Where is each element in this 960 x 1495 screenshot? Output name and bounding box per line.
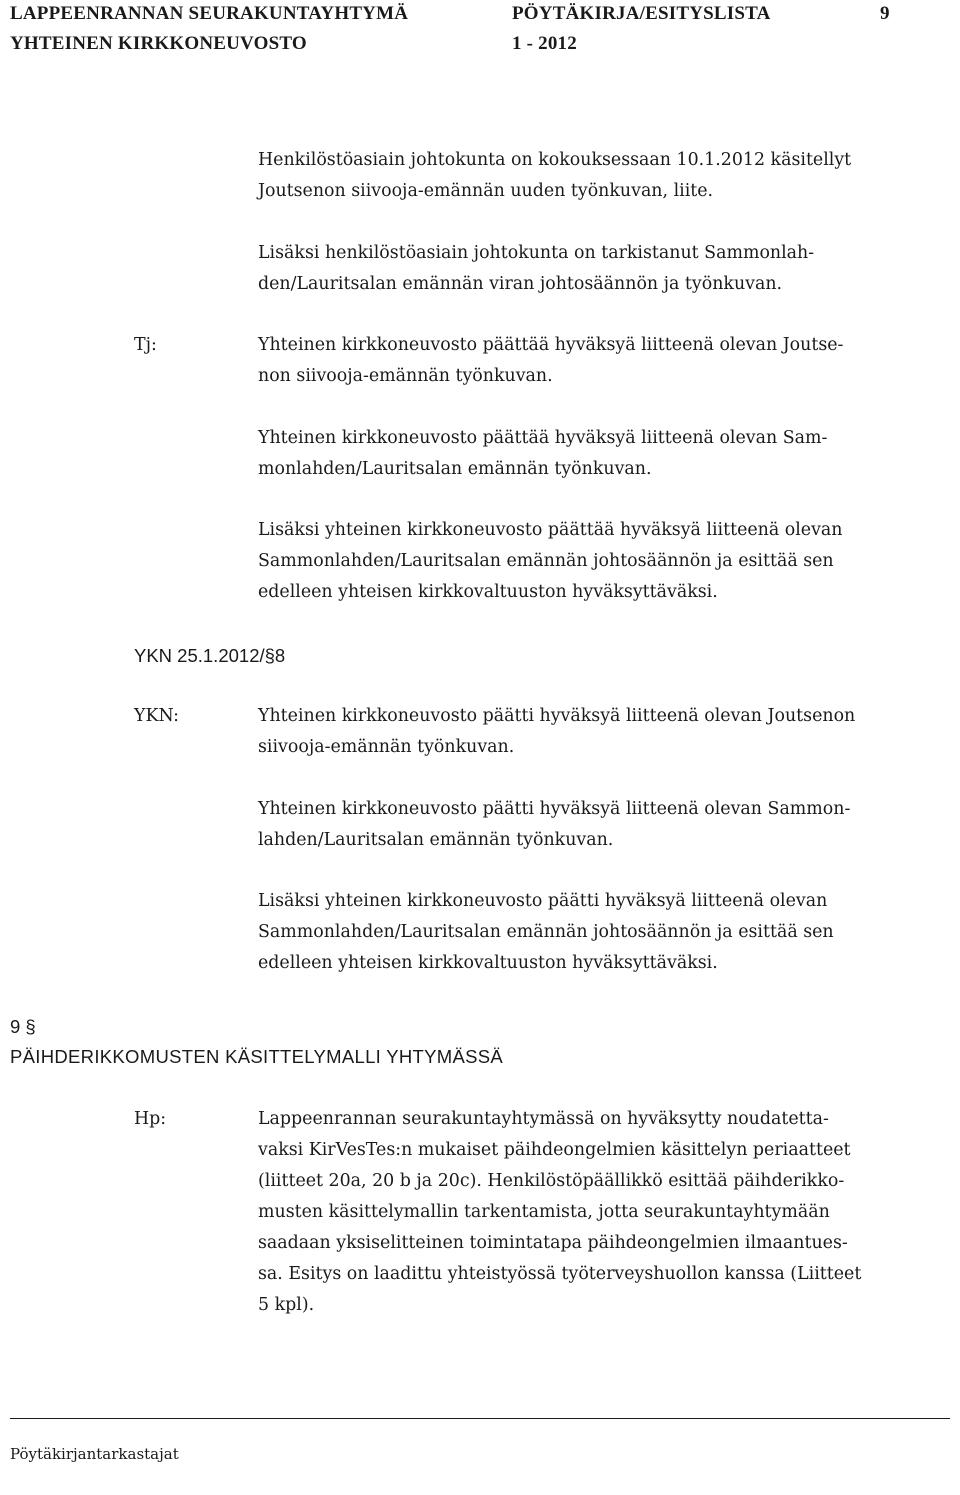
text-line: lahden/Lauritsalan emännän työnkuvan. (258, 830, 614, 850)
footer-divider (10, 1418, 950, 1419)
intro-paragraph-1 (258, 145, 958, 207)
meeting-reference: YKN 25.1.2012/§8 (134, 645, 286, 666)
text-line: siivooja-emännän työnkuvan. (258, 737, 515, 757)
text-line: sa. Esitys on laadittu yhteistyössä työterveyshuollon kanssa (Liitteet (258, 1264, 862, 1284)
text-line: Lappeenrannan seurakuntayhtymässä on hyväksytty noudatetta- (258, 1109, 829, 1129)
header-document-type: PÖYTÄKIRJA/ESITYSLISTA (512, 3, 771, 24)
decision-paragraph-1 (258, 701, 958, 763)
text-line: monlahden/Lauritsalan emännän työnkuvan. (258, 459, 652, 479)
text-line: musten käsittelymallin tarkentamista, jotta seurakuntayhtymään (258, 1202, 830, 1222)
proposal-paragraph-1 (258, 330, 958, 392)
text-line: saadaan yksiselitteinen toimintatapa päihdeongelmien ilmaantues- (258, 1233, 848, 1253)
text-line: edelleen yhteisen kirkkovaltuuston hyväksyttäväksi. (258, 953, 718, 973)
text-line: Yhteinen kirkkoneuvosto päättää hyväksyä liitteenä olevan Sam- (258, 428, 828, 448)
section-label: Hp: (134, 1109, 167, 1129)
text-line: Joutsenon siivooja-emännän uuden työnkuvan, liite. (258, 181, 714, 201)
section-paragraph (258, 1104, 958, 1321)
text-line: Yhteinen kirkkoneuvosto päättää hyväksyä liitteenä olevan Joutse- (258, 335, 844, 355)
text-line: Sammonlahden/Lauritsalan emännän johtosäännön ja esittää sen (258, 922, 834, 942)
text-line: Lisäksi yhteinen kirkkoneuvosto päättää hyväksyä liitteenä olevan (258, 520, 843, 540)
text-line: den/Lauritsalan emännän viran johtosäännön ja työnkuvan. (258, 274, 783, 294)
text-line: vaksi KirVesTes:n mukaiset päihdeongelmien käsittelyn periaatteet (258, 1140, 851, 1160)
decision-label: YKN: (134, 706, 179, 726)
section-number: 9 § (10, 1016, 36, 1037)
text-line: 5 kpl). (258, 1295, 315, 1315)
text-line: edelleen yhteisen kirkkovaltuuston hyväksyttäväksi. (258, 582, 718, 602)
header-organization: LAPPEENRANNAN SEURAKUNTAYHTYMÄ (10, 3, 409, 24)
proposal-paragraph-3 (258, 515, 958, 608)
intro-paragraph-2 (258, 238, 958, 300)
section-title: PÄIHDERIKKOMUSTEN KÄSITTELYMALLI YHTYMÄSSÄ (10, 1046, 504, 1067)
text-line: Yhteinen kirkkoneuvosto päätti hyväksyä liitteenä olevan Sammon- (258, 799, 851, 819)
text-line: Sammonlahden/Lauritsalan emännän johtosäännön ja esittää sen (258, 551, 834, 571)
text-line: Henkilöstöasiain johtokunta on kokouksessaan 10.1.2012 käsitellyt (258, 150, 852, 170)
proposal-paragraph-2 (258, 423, 958, 485)
decision-paragraph-3 (258, 886, 958, 979)
text-line: Lisäksi yhteinen kirkkoneuvosto päätti hyväksyä liitteenä olevan (258, 891, 828, 911)
text-line: (liitteet 20a, 20 b ja 20c). Henkilöstöpäällikkö esittää päihderikko- (258, 1171, 845, 1191)
header-body: YHTEINEN KIRKKONEUVOSTO (10, 33, 307, 54)
header-meeting-number: 1 - 2012 (512, 33, 577, 54)
proposal-label: Tj: (134, 335, 157, 355)
text-line: non siivooja-emännän työnkuvan. (258, 366, 553, 386)
decision-paragraph-2 (258, 794, 958, 856)
header-page-number: 9 (880, 3, 890, 24)
text-line: Lisäksi henkilöstöasiain johtokunta on tarkistanut Sammonlah- (258, 243, 815, 263)
footer-label: Pöytäkirjantarkastajat (10, 1445, 179, 1463)
text-line: Yhteinen kirkkoneuvosto päätti hyväksyä liitteenä olevan Joutsenon (258, 706, 856, 726)
